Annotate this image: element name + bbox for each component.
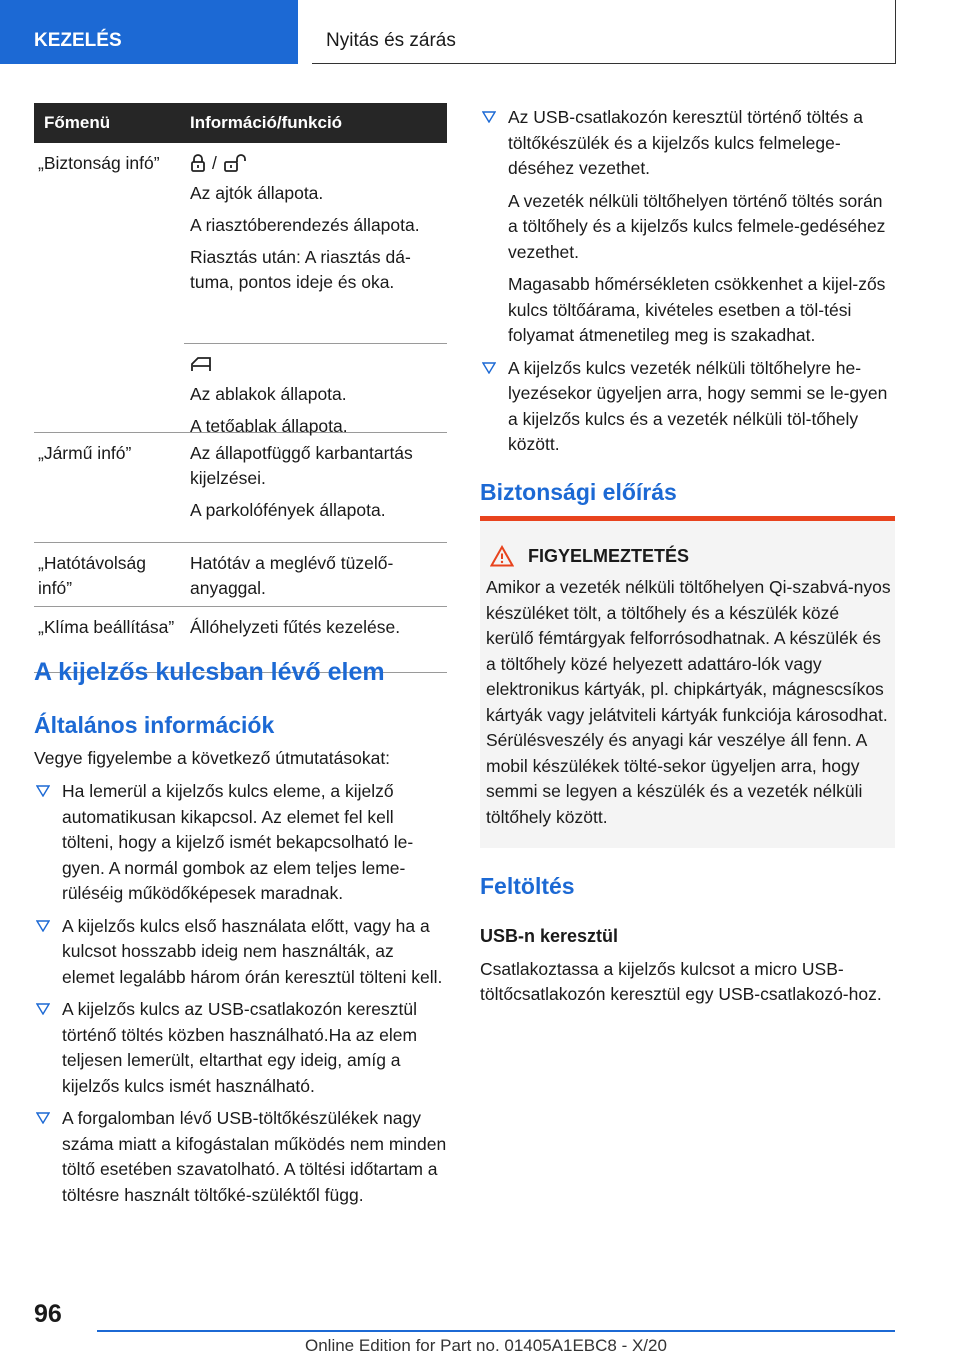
- info-line: Állóhelyzeti fűtés kezelése.: [190, 617, 401, 637]
- chapter-tab: [312, 0, 896, 64]
- warning-title-text: FIGYELMEZTETÉS: [528, 545, 690, 566]
- list-item-text: A vezeték nélküli töltőhelyen történő töltés során a töltőhely és a kijelzős kulcs felmele-gedéséhez vezethet.: [508, 190, 886, 262]
- warning-title: [490, 545, 689, 567]
- list-item-text: A kijelzős kulcs vezeték nélküli töltőhelyre he-lyezésekor ügyeljen arra, hogy semmi se le-gyen a kijelzős kulcs és a vezeték nélküli töl-tőhely között.: [508, 357, 888, 454]
- list-item-text: A kijelzős kulcs első használata előtt, vagy ha a kulcsot hosszabb ideig nem használták, az elemet legalább három órán keresztül tölteni kell.: [62, 915, 443, 987]
- table-cell-info: [190, 615, 447, 647]
- list-item: [34, 1106, 447, 1208]
- table-cell-menu: „Klíma beállítása”: [38, 617, 175, 637]
- car-window-icon: [190, 355, 212, 373]
- instruction-list: [34, 779, 447, 1215]
- footer-rule: [97, 1330, 895, 1332]
- list-item: [34, 997, 447, 1099]
- section-heading: A kijelzős kulcsban lévő elem: [34, 658, 385, 686]
- table-row: [34, 433, 447, 543]
- table-cell-menu: „Biztonság infó”: [38, 153, 160, 173]
- info-line: A parkolófények állapota.: [190, 500, 386, 520]
- chapter-title: Nyitás és zárás: [326, 30, 456, 51]
- list-item-text: A kijelzős kulcs az USB-csatlakozón keresztül történő töltés közben használható.Ha az elem teljesen lemerült, eltarthat egy ideig, amíg a kijelzős kulcs ismét használható.: [62, 999, 418, 1096]
- warning-text: Amikor a vezeték nélküli töltőhelyen Qi-szabvá-nyos készüléket tölt, a töltőhely és a készülék közé kerülő fémtárgyak felforrósodhatnak. A készülék és a töltőhely közé helyezett adattáro-lók vagy elektronikus kártyák, pl. chipkártyák, mágnescsíkos kártyák vagy jelátviteli kártyák funkciója károsodhat. Sérülésveszély és anyagi kár veszélye áll fenn. A mobil készülékek tölté-sekor ügyeljen arra, hogy semmi se legyen a készülék és a vezeték nélküli töltőhely között.: [486, 577, 891, 827]
- lock-open-icon: [223, 153, 249, 173]
- safety-heading: Biztonsági előírás: [480, 479, 677, 505]
- table-cell-info: [190, 151, 447, 302]
- table-cell-info: [190, 352, 447, 439]
- list-item: [34, 914, 447, 991]
- table-header-info: Információ/funkció: [190, 113, 343, 132]
- triangle-bullet-icon: [36, 785, 50, 797]
- table-row: [34, 143, 447, 436]
- table-row: [34, 543, 447, 607]
- lock-closed-icon: [190, 153, 206, 173]
- list-item-text: A forgalomban lévő USB-töltőkészülékek nagy száma miatt a kifogástalan működés nem minden töltő esetében szavatolható. A töltési időtartam a töltésre használt töltőké-szüléktől függ.: [62, 1108, 447, 1205]
- subsection-heading: Általános információk: [34, 712, 275, 738]
- triangle-bullet-icon: [482, 362, 496, 374]
- usb-heading: USB-n keresztül: [480, 926, 619, 946]
- info-line: Az állapotfüggő karbantartás kijelzései.: [190, 443, 413, 488]
- table-subrow: [184, 343, 447, 436]
- table-cell-menu: „Jármű infó”: [38, 443, 132, 463]
- triangle-bullet-icon: [36, 1003, 50, 1015]
- info-line: Hatótáv a meglévő tüzelő-anyaggal.: [190, 553, 394, 598]
- list-item: [480, 356, 895, 458]
- triangle-bullet-icon: [36, 1112, 50, 1124]
- triangle-bullet-icon: [36, 920, 50, 932]
- warning-box: [480, 516, 895, 848]
- info-line: Riasztás után: A riasztás dá-tuma, pontos ideje és oka.: [190, 247, 411, 292]
- left-column: [34, 103, 447, 1205]
- charging-notes-list: [480, 105, 895, 465]
- list-item-text: Ha lemerül a kijelzős kulcs eleme, a kijelző automatikusan kikapcsol. Az elemet fel kell tölteni, hogy a kijelző ismét bekapcsolható le-gyen. A normál gombok az elem teljes leme-rüléséig működőképesek maradnak.: [62, 781, 414, 903]
- section-title: KEZELÉS: [34, 30, 122, 51]
- table-header: [34, 103, 447, 143]
- footer-edition: Online Edition for Part no. 01405A1EBC8 - X/20: [305, 1336, 667, 1355]
- table-header-menu: Főmenü: [44, 113, 111, 132]
- warning-triangle-icon: [490, 545, 514, 567]
- list-item-text: Az USB-csatlakozón keresztül történő töltés a töltőkészülék és a kijelzős kulcs felmelege-déséhez vezethet.: [508, 107, 864, 178]
- table-cell-info: [190, 441, 447, 530]
- lock-status-icons: [190, 151, 447, 175]
- list-item: [480, 105, 895, 349]
- info-line: Az ajtók állapota.: [190, 183, 324, 203]
- info-line: Az ablakok állapota.: [190, 384, 347, 404]
- list-item-text: Magasabb hőmérsékleten csökkenhet a kijel-zős kulcs töltőárama, kivételes esetben a töl-tési folyamat átmenetileg meg is szakadhat.: [508, 274, 886, 345]
- icon-separator: /: [212, 152, 217, 173]
- charging-heading: Feltöltés: [480, 873, 575, 899]
- page-number: 96: [34, 1300, 62, 1328]
- triangle-bullet-icon: [482, 111, 496, 123]
- section-tab: [0, 0, 298, 64]
- usb-text: Csatlakoztassa a kijelzős kulcsot a micro USB-töltőcsatlakozón keresztül egy USB-csatlakozó-hoz.: [480, 959, 882, 1004]
- table-cell-menu: „Hatótávolság infó”: [38, 553, 146, 598]
- intro-text: Vegye figyelembe a következő útmutatásokat:: [34, 748, 391, 768]
- info-line: A riasztóberendezés állapota.: [190, 215, 420, 235]
- table-cell-info: [190, 551, 447, 608]
- info-line: A tetőablak állapota.: [190, 416, 348, 436]
- window-status-icons: [190, 352, 447, 376]
- list-item: [34, 779, 447, 907]
